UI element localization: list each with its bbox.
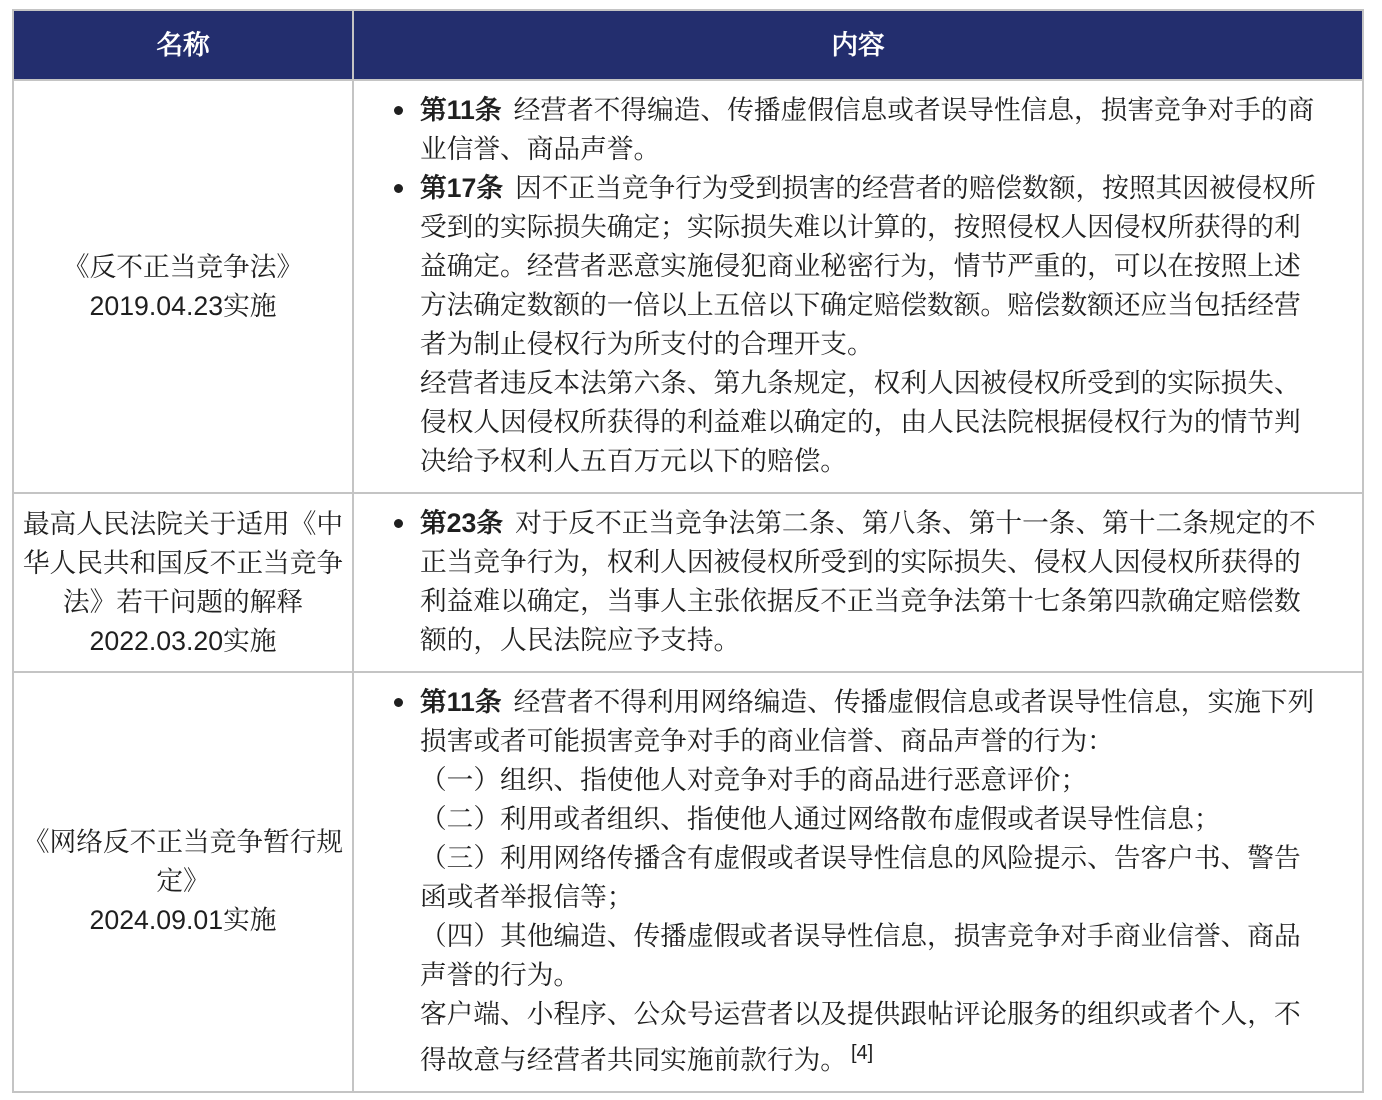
law-name-wrap <box>21 505 345 661</box>
law-content-cell <box>354 494 1362 671</box>
table-row <box>14 79 1362 492</box>
article-item <box>420 683 1324 1080</box>
article-number: 第17条 <box>420 173 504 203</box>
law-effective-date: 2019.04.23实施 <box>89 290 277 321</box>
article-text: 经营者不得编造、传播虚假信息或者误导性信息，损害竞争对手的商业信誉、商品声誉。 <box>420 95 1315 164</box>
bullet-icon <box>394 184 403 193</box>
bullet-icon <box>394 106 403 115</box>
article-number: 第11条 <box>420 687 502 717</box>
article-text: 因不正当竞争行为受到损害的经营者的赔偿数额，按照其因被侵权所受到的实际损失确定；实际损失难以计算的，按照侵权人因侵权所获得的利益确定。经营者恶意实施侵犯商业秘密行为，情节严重的，可以在按照上述方法确定数额的一倍以上五倍以下确定赔偿数额。赔偿数额还应当包括经营者为制止侵权行为所支付的合理开支。 <box>420 173 1316 359</box>
law-effective-date: 2024.09.01实施 <box>89 905 277 936</box>
article-item <box>420 91 1324 169</box>
article-item <box>420 504 1324 660</box>
column-header-name <box>14 11 354 79</box>
article-text: 对于反不正当竞争法第二条、第八条、第十一条、第十二条规定的不正当竞争行为，权利人因被侵权所受到的实际损失、侵权人因侵权所获得的利益难以确定，当事人主张依据反不正当竞争法第十七条第四款确定赔偿数额的，人民法院应予支持。 <box>420 508 1316 655</box>
column-header-content-label: 内容 <box>831 29 885 60</box>
article-list <box>420 91 1324 481</box>
article-item <box>420 169 1324 481</box>
law-content-cell <box>354 81 1362 492</box>
column-header-name-label: 名称 <box>156 29 210 60</box>
table-header-row <box>14 11 1362 79</box>
bullet-icon <box>394 698 403 707</box>
table-row <box>14 492 1362 671</box>
column-header-content <box>354 11 1362 79</box>
article-clause-3: （三）利用网络传播含有虚假或者误导性信息的风险提示、告客户书、警告函或者举报信等； <box>420 843 1301 912</box>
article-list <box>420 683 1324 1080</box>
law-content-cell <box>354 673 1362 1091</box>
article-paragraph-text: 客户端、小程序、公众号运营者以及提供跟帖评论服务的组织或者个人，不得故意与经营者共同实施前款行为。 <box>420 999 1301 1075</box>
law-title: 《反不正当竞争法》 <box>62 251 304 282</box>
law-title: 最高人民法院关于适用《中华人民共和国反不正当竞争法》若干问题的解释 <box>22 508 344 617</box>
law-title: 《网络反不正当竞争暂行规定》 <box>22 827 344 897</box>
article-text: 经营者不得利用网络编造、传播虚假信息或者误导性信息，实施下列损害或者可能损害竞争对手的商业信誉、商品声誉的行为： <box>420 687 1315 756</box>
article-paragraph <box>420 995 1324 1080</box>
law-name-cell <box>14 673 354 1091</box>
law-effective-date: 2022.03.20实施 <box>89 625 277 656</box>
article-number: 第23条 <box>420 508 504 538</box>
bullet-icon <box>394 519 403 528</box>
article-clause-4: （四）其他编造、传播虚假或者误导性信息，损害竞争对手商业信誉、商品声誉的行为。 <box>420 921 1301 990</box>
citation-link[interactable]: [4] <box>851 1042 874 1064</box>
article-list <box>420 504 1324 660</box>
article-paragraph: 经营者违反本法第六条、第九条规定，权利人因被侵权所受到的实际损失、侵权人因侵权所获得的利益难以确定的，由人民法院根据侵权行为的情节判决给予权利人五百万元以下的赔偿。 <box>420 368 1301 476</box>
law-name-cell <box>14 494 354 671</box>
article-clause-2: （二）利用或者组织、指使他人通过网络散布虚假或者误导性信息； <box>420 804 1221 834</box>
law-name-cell <box>14 81 354 492</box>
law-table <box>12 9 1364 1093</box>
article-number: 第11条 <box>420 95 502 125</box>
law-name-wrap <box>21 823 345 940</box>
article-clause-1: （一）组织、指使他人对竞争对手的商品进行恶意评价； <box>420 765 1088 795</box>
law-name-wrap <box>63 248 303 326</box>
table-row <box>14 671 1362 1091</box>
